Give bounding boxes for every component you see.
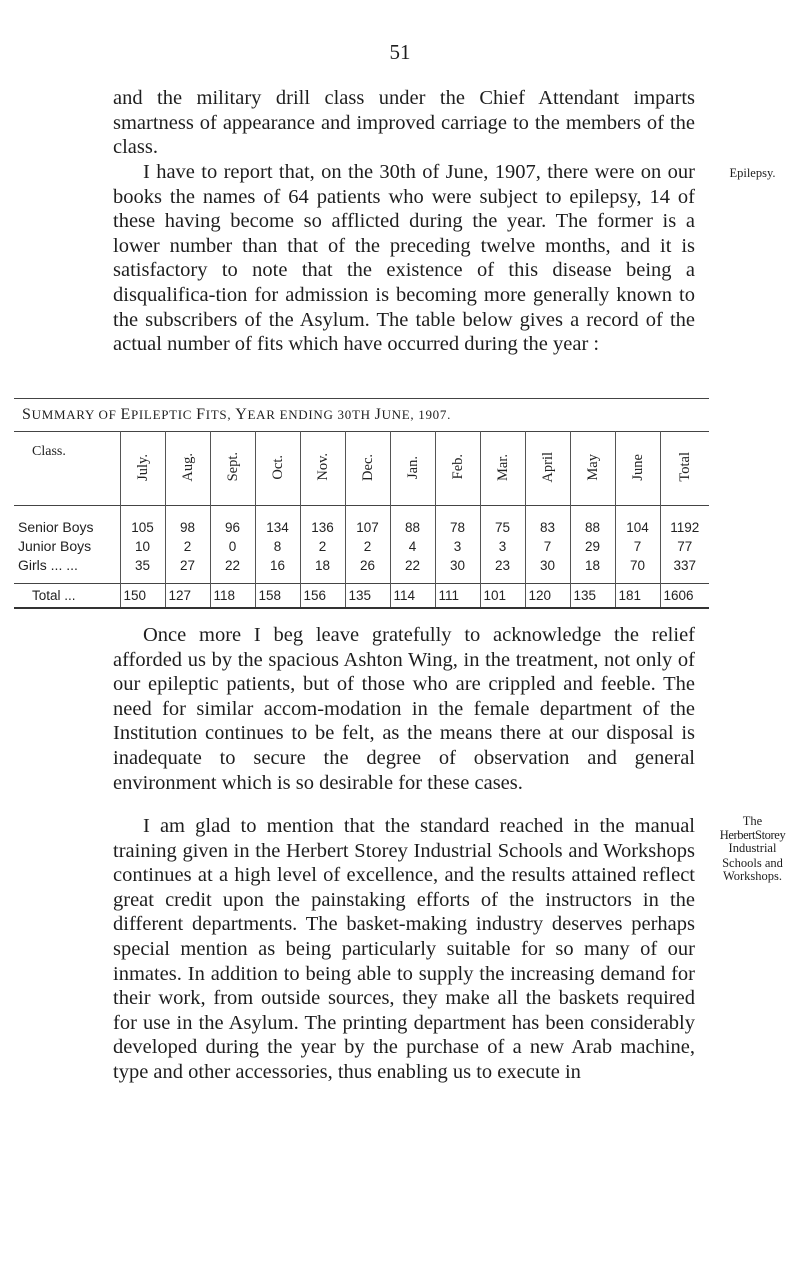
table-cell-total: 1192	[660, 518, 709, 537]
table-cell: 158	[255, 584, 300, 609]
table-header-row	[14, 432, 709, 506]
table-cell: 18	[300, 556, 345, 584]
row-label: Junior Boys	[18, 538, 92, 554]
table-cell-total: 1606	[660, 584, 709, 609]
table-cell: 3	[435, 537, 480, 556]
table-cell: 35	[120, 556, 165, 584]
table-cell: 7	[525, 537, 570, 556]
table-cell: 29	[570, 537, 615, 556]
table-cell: 101	[480, 584, 525, 609]
table-cell: 30	[435, 556, 480, 584]
column-header-month: July.	[120, 432, 165, 506]
table-cell: 26	[345, 556, 390, 584]
column-header-class: Class.	[32, 444, 66, 459]
table-cell: 30	[525, 556, 570, 584]
table-cell: 181	[615, 584, 660, 609]
table-cell: 134	[255, 518, 300, 537]
margin-note-epilepsy: Epilepsy.	[729, 166, 776, 180]
table-cell: 156	[300, 584, 345, 609]
table-cell: 96	[210, 518, 255, 537]
table-cell: 114	[390, 584, 435, 609]
paragraph-ashton-wing: Once more I beg leave gratefully to acknowledge the relief afforded us by the spacious Ashton Wing, in the treatment, not only of our epileptic patients, but of those who are crippled and feeble. The need for similar accom-modation in the female department of the Institution continues to be felt, as the means there at our disposal is inadequate to secure the degree of observation and general environment which is so desirable for these cases.	[113, 624, 695, 794]
table-cell: 104	[615, 518, 660, 537]
fits-table	[14, 431, 709, 609]
table-cell: 2	[300, 537, 345, 556]
table-cell: 111	[435, 584, 480, 609]
table-cell: 136	[300, 518, 345, 537]
column-header-month: Jan.	[390, 432, 435, 506]
table-cell: 135	[345, 584, 390, 609]
table-cell: 88	[570, 518, 615, 537]
column-header-month: Feb.	[435, 432, 480, 506]
epileptic-fits-table-section	[14, 398, 709, 609]
column-header-month: April	[525, 432, 570, 506]
table-row	[14, 556, 709, 584]
column-header-month: Oct.	[255, 432, 300, 506]
table-cell: 127	[165, 584, 210, 609]
table-cell: 18	[570, 556, 615, 584]
table-cell: 22	[390, 556, 435, 584]
table-cell: 22	[210, 556, 255, 584]
table-cell-total: 337	[660, 556, 709, 584]
row-label: Girls ... ...	[18, 557, 78, 573]
table-cell: 118	[210, 584, 255, 609]
table-cell: 75	[480, 518, 525, 537]
column-header-month: Nov.	[300, 432, 345, 506]
table-cell: 10	[120, 537, 165, 556]
table-cell: 8	[255, 537, 300, 556]
table-cell: 120	[525, 584, 570, 609]
paragraph-military-drill: and the military drill class under the Chief Attendant imparts smartness of appearance and improved carriage to the members of the class.	[113, 87, 695, 159]
column-header-month: Mar.	[480, 432, 525, 506]
table-title: SUMMARY OF EPILEPTIC FITS, YEAR ENDING 30TH JUNE, 1907.	[14, 398, 709, 431]
page-number: 51	[389, 40, 411, 64]
column-header-month: Dec.	[345, 432, 390, 506]
table-cell: 23	[480, 556, 525, 584]
table-cell: 70	[615, 556, 660, 584]
table-cell: 27	[165, 556, 210, 584]
table-cell: 135	[570, 584, 615, 609]
table-cell: 2	[345, 537, 390, 556]
table-cell: 107	[345, 518, 390, 537]
row-label: Senior Boys	[18, 519, 94, 535]
paragraph-industrial-schools: I am glad to mention that the standard reached in the manual training given in the Herbert Storey Industrial Schools and Workshops continues at a high level of excellence, and the results attained reflect great credit upon the painstaking efforts of the instructors in the different departments. The basket-making industry deserves perhaps special mention as being particularly suitable for so many of our inmates. In addition to being able to supply the increasing demand for their work, from outside sources, they make all the baskets required for use in the Asylum. The printing department has been considerably developed during the year by the purchase of a new Arab machine, type and other accessories, thus enabling us to execute in	[113, 815, 695, 1083]
table-cell: 4	[390, 537, 435, 556]
column-header-total: Total	[660, 432, 709, 506]
column-header-month: May	[570, 432, 615, 506]
table-cell: 105	[120, 518, 165, 537]
table-cell: 150	[120, 584, 165, 609]
table-cell: 83	[525, 518, 570, 537]
table-total-row	[14, 584, 709, 609]
row-label: Total ...	[32, 588, 76, 603]
table-cell: 7	[615, 537, 660, 556]
table-cell: 3	[480, 537, 525, 556]
table-cell: 16	[255, 556, 300, 584]
table-row	[14, 537, 709, 556]
table-cell: 0	[210, 537, 255, 556]
table-cell: 98	[165, 518, 210, 537]
table-cell-total: 77	[660, 537, 709, 556]
column-header-month: Aug.	[165, 432, 210, 506]
table-cell: 78	[435, 518, 480, 537]
table-cell: 88	[390, 518, 435, 537]
column-header-month: June	[615, 432, 660, 506]
margin-note-schools: The HerbertStorey Industrial Schools and Workshops.	[719, 814, 786, 883]
paragraph-epilepsy-report: I have to report that, on the 30th of June, 1907, there were on our books the names of 64 patients who were subject to epilepsy, 14 of these having become so afflicted during the year. The former is a lower number than that of the preceding twelve months, and it is satisfactory to note that the existence of this disease being a disqualifica-tion for admission is becoming more generally known to the subscribers of the Asylum. The table below gives a record of the actual number of fits which have occurred during the year :	[113, 161, 695, 356]
table-row	[14, 518, 709, 537]
column-header-month: Sept.	[210, 432, 255, 506]
table-cell: 2	[165, 537, 210, 556]
